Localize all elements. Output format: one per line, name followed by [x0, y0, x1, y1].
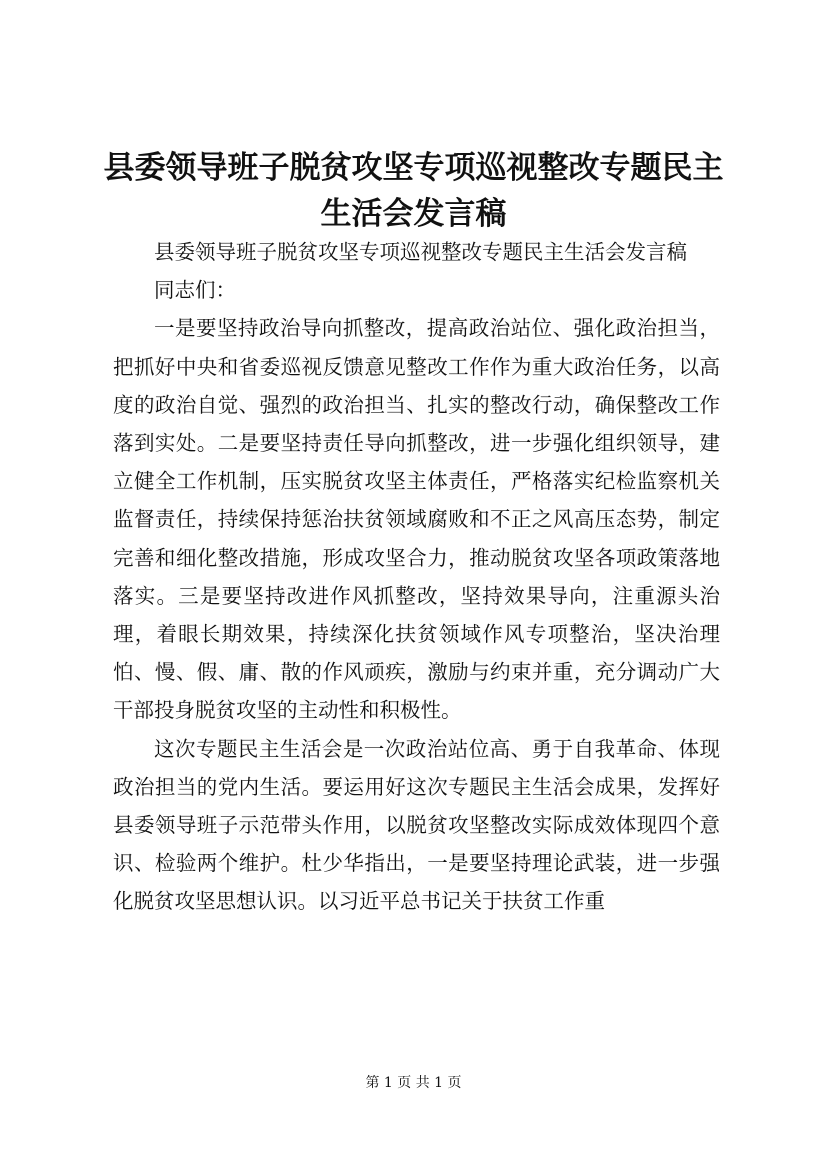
- document-title: 县委领导班子脱贫攻坚专项巡视整改专题民主生活会发言稿: [103, 150, 724, 232]
- paragraph-main-points: 一是要坚持政治导向抓整改，提高政治站位、强化政治担当，把抓好中央和省委巡视反馈意见整改工作作为重大政治任务，以高度的政治自觉、强烈的政治担当、扎实的整改行动，确保整改工作落到实处。二是要坚持责任导向抓整改，进一步强化组织领导，建立健全工作机制，压实脱贫攻坚主体责任，严格落实纪检监察机关监督责任，持续保持惩治扶贫领域腐败和不正之风高压态势，制定完善和细化整改措施，形成攻坚合力，推动脱贫攻坚各项政策落地落实。三是要坚持改进作风抓整改，坚持效果导向，注重源头治理，着眼长期效果，持续深化扶贫领域作风专项整治，坚决治理怕、慢、假、庸、散的作风顽疾，激励与约束并重，充分调动广大干部投身脱贫攻坚的主动性和积极性。: [113, 316, 720, 723]
- document-body: [113, 233, 720, 921]
- paragraph-heading-repeat: 县委领导班子脱贫攻坚专项巡视整改专题民主生活会发言稿: [154, 240, 687, 264]
- page-number-footer: 第 1 页 共 1 页: [365, 1075, 462, 1091]
- paragraph-salutation: 同志们：: [154, 278, 236, 303]
- paragraph-conclusion: 这次专题民主生活会是一次政治站位高、勇于自我革命、体现政治担当的党内生活。要运用好这次专题民主生活会成果，发挥好县委领导班子示范带头作用，以脱贫攻坚整改实际成效体现四个意识、检验两个维护。杜少华指出，一是要坚持理论武装，进一步强化脱贫攻坚思想认识。以习近平总书记关于扶贫工作重: [113, 736, 720, 914]
